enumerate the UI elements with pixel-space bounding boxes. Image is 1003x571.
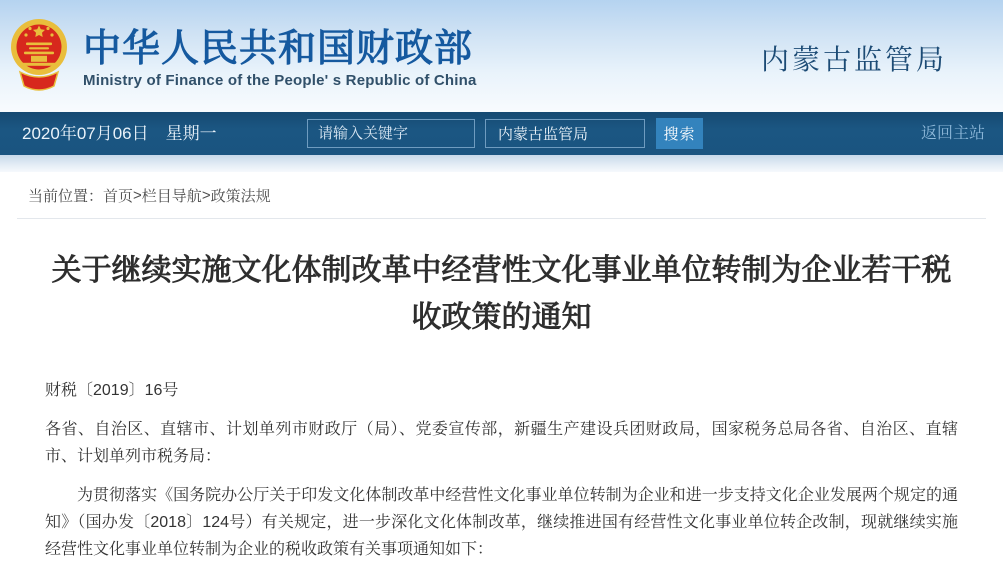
breadcrumb-section[interactable]: 栏目导航 — [141, 187, 202, 205]
site-subtitle-en: Ministry of Finance of the People' s Republic of China — [83, 72, 477, 89]
article-paragraph: 各省、自治区、直辖市、计划单列市财政厅（局）、党委宣传部，新疆生产建设兵团财政局，国家税务总局各省、自治区、直辖市、计划单列市税务局： — [45, 421, 958, 465]
site-title: 中华人民共和国财政部 — [83, 28, 474, 70]
breadcrumb-divider — [17, 218, 986, 219]
site-header — [0, 0, 1003, 112]
brand-text — [83, 21, 477, 89]
search-button[interactable]: 搜索 — [656, 118, 703, 149]
site-scope-value: 内蒙古监管局 — [498, 126, 589, 143]
site-branding — [10, 16, 477, 94]
breadcrumb-home[interactable]: 首页 — [103, 187, 134, 205]
return-home-link[interactable]: 返回主站 — [920, 125, 985, 142]
search-input[interactable] — [307, 119, 475, 148]
national-emblem-icon — [10, 16, 68, 94]
date-text: 2020年07月06日 星期一 — [22, 124, 217, 143]
doc-number: 财税〔2019〕16号 — [45, 382, 179, 399]
breadcrumb — [0, 172, 1003, 218]
article — [0, 247, 1003, 563]
article-title: 关于继续实施文化体制改革中经营性文化事业单位转制为企业若干税收政策的通知 — [51, 254, 952, 334]
top-navbar — [0, 112, 1003, 155]
breadcrumb-label: 当前位置： — [28, 187, 104, 205]
breadcrumb-separator-icon: > — [133, 186, 142, 204]
breadcrumb-separator-icon: > — [201, 186, 211, 204]
bureau-name: 内蒙古监管局 — [760, 44, 947, 75]
site-scope-select[interactable] — [485, 119, 645, 148]
article-paragraph: 为贯彻落实《国务院办公厅关于印发文化体制改革中经营性文化事业单位转制为企业和进一步支持文化企业发展两个规定的通知》（国办发〔2018〕124号）有关规定，进一步深化文化体制改革，继续推进国有经营性文化事业单位转企改制，现就继续实施经营性文化事业单位转制为企业的税收政策有关事项通知如下： — [45, 487, 958, 558]
breadcrumb-current[interactable]: 政策法规 — [210, 187, 271, 205]
header-shadow-strip — [0, 155, 1003, 172]
